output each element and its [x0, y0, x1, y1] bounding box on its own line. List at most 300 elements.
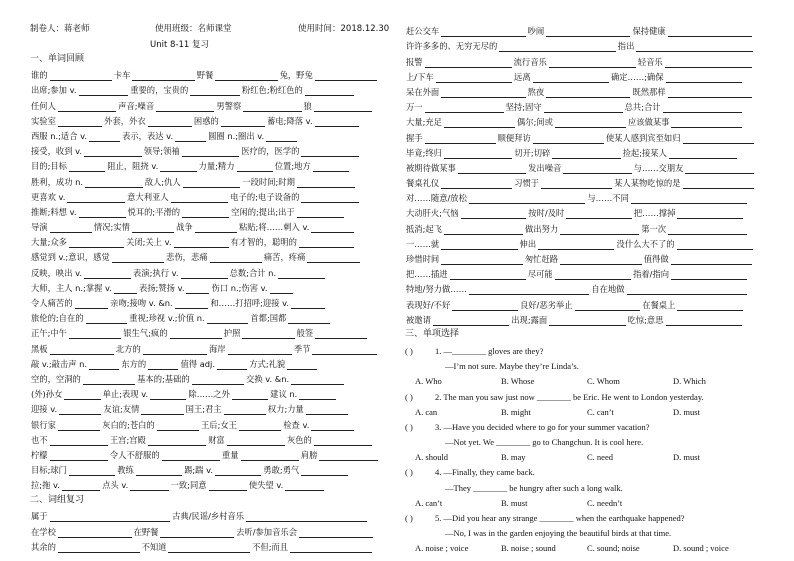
answer-blank[interactable]	[150, 389, 186, 400]
answer-blank[interactable]	[299, 527, 373, 538]
answer-blank[interactable]	[50, 344, 114, 355]
section3-title: 三、单项选择	[405, 328, 460, 339]
answer-blank[interactable]	[190, 85, 240, 96]
answer-blank[interactable]	[560, 254, 642, 265]
choice-option[interactable]: C. need	[587, 452, 613, 463]
answer-blank[interactable]	[221, 116, 265, 127]
prompt-text: 指着/指向	[633, 269, 670, 280]
answer-blank[interactable]	[671, 117, 742, 128]
choice-option[interactable]: A. noise ; voice	[415, 543, 469, 554]
fill-in-row	[30, 96, 406, 111]
answer-blank[interactable]	[58, 527, 132, 538]
choice-option[interactable]: A. can	[415, 406, 438, 417]
prompt-text: 赶公交车	[406, 26, 440, 37]
answer-blank[interactable]	[175, 131, 206, 142]
answer-blank[interactable]	[242, 328, 294, 339]
answer-blank[interactable]	[444, 117, 515, 128]
answer-blank[interactable]	[58, 101, 116, 112]
answer-blank[interactable]	[175, 298, 209, 309]
prompt-text: 表演;执行 v.	[133, 267, 179, 278]
fill-in-row	[30, 507, 406, 522]
prompt-text: 感觉到 v.;意识，感觉	[31, 252, 110, 263]
prompt-text: 声音;噪音	[118, 100, 155, 111]
answer-parens[interactable]: ( )	[405, 421, 413, 432]
answer-blank[interactable]	[50, 435, 108, 446]
prompt-text: 意大利亚人	[127, 191, 169, 202]
options-line	[405, 371, 781, 386]
answer-blank[interactable]	[549, 315, 625, 326]
answer-blank[interactable]	[677, 300, 743, 311]
prompt-text: 困惑的	[193, 115, 219, 126]
choice-option[interactable]: B. Whose	[501, 376, 535, 387]
answer-blank[interactable]	[69, 237, 124, 248]
answer-blank[interactable]	[546, 26, 630, 37]
question-line	[405, 386, 781, 401]
prompt-text: 灰白的;苍白的	[102, 419, 155, 430]
answer-blank[interactable]	[469, 193, 586, 204]
answer-blank[interactable]	[305, 85, 355, 96]
choice-option[interactable]: B. noise ; sound	[501, 543, 556, 554]
prompt-text: 粘贴;将……刺入 v.	[238, 222, 310, 233]
fill-in-row	[405, 22, 781, 37]
prompt-text: 握手	[406, 132, 423, 143]
prompt-text: 也不	[31, 434, 48, 445]
answer-blank[interactable]	[215, 70, 277, 81]
answer-blank[interactable]	[85, 177, 143, 188]
answer-blank[interactable]	[312, 344, 376, 355]
answer-blank[interactable]	[291, 374, 343, 385]
answer-blank[interactable]	[677, 239, 753, 250]
answer-blank[interactable]	[319, 450, 377, 461]
prompt-text: 目的;目标	[31, 161, 67, 172]
prompt-text: 空的，空洞的	[31, 373, 81, 384]
answer-blank[interactable]	[575, 300, 641, 311]
answer-blank[interactable]	[315, 116, 359, 127]
answer-blank[interactable]	[315, 70, 377, 81]
prompt-text: 灰色的	[286, 434, 312, 445]
question-line	[405, 417, 781, 432]
fill-in-row	[30, 81, 406, 96]
answer-blank[interactable]	[246, 511, 367, 522]
answer-blank[interactable]	[132, 70, 194, 81]
answer-blank[interactable]	[170, 328, 222, 339]
answer-blank[interactable]	[148, 116, 192, 127]
answer-blank[interactable]	[58, 116, 102, 127]
prompt-text: 和……打招呼;迎接 v.	[210, 298, 290, 308]
answer-blank[interactable]	[683, 133, 754, 144]
choice-option[interactable]: D. must	[673, 406, 700, 417]
prompt-text: 表现好/不好	[406, 299, 451, 310]
fill-in-row	[405, 37, 781, 52]
fill-in-row	[30, 294, 406, 309]
answer-blank[interactable]	[215, 465, 261, 476]
answer-parens[interactable]: ( )	[405, 513, 413, 523]
prompt-text: 黑板	[31, 343, 48, 354]
answer-blank[interactable]	[671, 269, 747, 280]
answer-blank[interactable]	[299, 389, 335, 400]
answer-blank[interactable]	[452, 300, 518, 311]
answer-blank[interactable]	[301, 192, 359, 203]
choice-option[interactable]: D. sound ; voice	[673, 543, 729, 554]
answer-blank[interactable]	[301, 146, 359, 157]
answer-blank[interactable]	[314, 435, 372, 446]
answer-blank[interactable]	[665, 57, 752, 68]
answer-blank[interactable]	[444, 148, 512, 159]
answer-blank[interactable]	[683, 178, 754, 189]
prompt-text: 推断;料想 v.	[31, 206, 77, 217]
prompt-text: 使失望 v.	[248, 480, 284, 491]
answer-blank[interactable]	[239, 420, 281, 431]
answer-blank[interactable]	[143, 344, 207, 355]
answer-blank[interactable]	[669, 148, 737, 159]
prompt-text: 毕竟;终归	[406, 147, 442, 158]
answer-blank[interactable]	[50, 222, 92, 233]
fill-in-row	[30, 248, 406, 263]
choice-option[interactable]: C. can’t	[587, 406, 614, 417]
prompt-text: 发出噪音	[528, 162, 562, 173]
answer-blank[interactable]	[314, 101, 372, 112]
answer-blank[interactable]	[210, 252, 262, 263]
prompt-text: 呆在外面	[406, 86, 440, 97]
choice-option[interactable]: B. must	[501, 497, 528, 508]
section1-title: 一、单词回顾	[30, 54, 85, 64]
right-column	[405, 22, 781, 553]
prompt-text: 表扬;赞扬 v.	[138, 282, 185, 293]
options-line	[405, 447, 781, 462]
answer-blank[interactable]	[157, 420, 199, 431]
answer-blank[interactable]	[217, 359, 247, 370]
choice-option[interactable]: D. must	[673, 452, 700, 463]
answer-blank[interactable]	[59, 404, 101, 415]
answer-blank[interactable]	[58, 542, 140, 553]
answer-blank[interactable]	[450, 269, 526, 280]
question-text: 2. The man you saw just now ________ be Eric. He went to London yesterday.	[435, 391, 704, 402]
answer-blank[interactable]	[75, 298, 109, 309]
answer-blank[interactable]	[636, 41, 753, 52]
prompt-text: 在学校	[31, 526, 56, 537]
prompt-text: 与……交朋友	[633, 162, 684, 173]
answer-blank[interactable]	[182, 146, 240, 157]
prompt-text: 顺便拜访	[497, 132, 531, 143]
answer-blank[interactable]	[555, 269, 631, 280]
prompt-text: 珍惜时间	[406, 254, 440, 264]
answer-blank[interactable]	[563, 163, 631, 174]
answer-blank[interactable]	[84, 268, 131, 279]
answer-blank[interactable]	[301, 465, 347, 476]
answer-blank[interactable]	[84, 146, 142, 157]
choice-option[interactable]: B. may	[501, 452, 526, 463]
prompt-text: 一段时间;时期	[242, 176, 295, 187]
prompt-text: 敌人;仇人	[144, 176, 181, 187]
answer-blank[interactable]	[181, 268, 228, 279]
prompt-text: 做出努力	[524, 223, 559, 234]
answer-blank[interactable]	[69, 465, 115, 476]
prompt-text: 电子的;电子设备的	[230, 191, 300, 202]
answer-blank[interactable]	[546, 87, 630, 98]
choice-option[interactable]: C. sound; noise	[587, 543, 640, 554]
prompt-text: 情况;实情	[93, 222, 130, 233]
answer-blank[interactable]	[148, 359, 178, 370]
choice-option[interactable]: A. can’t	[415, 497, 443, 508]
choice-option[interactable]: A. should	[415, 452, 449, 463]
answer-blank[interactable]	[79, 85, 129, 96]
answer-blank[interactable]	[311, 222, 353, 233]
answer-blank[interactable]	[533, 72, 609, 83]
answer-blank[interactable]	[141, 404, 183, 415]
question-line	[405, 341, 781, 356]
prompt-text: 特地/努力做……	[406, 284, 467, 295]
answer-blank[interactable]	[425, 102, 504, 113]
answer-blank[interactable]	[555, 117, 626, 128]
answer-blank[interactable]	[62, 480, 100, 491]
answer-blank[interactable]	[186, 283, 209, 294]
section2-title: 二、词组复习	[30, 495, 85, 506]
answer-parens[interactable]: ( )	[405, 391, 413, 402]
answer-blank[interactable]	[441, 239, 517, 250]
answer-blank[interactable]	[560, 224, 639, 235]
prompt-text: 战争	[176, 222, 193, 233]
answer-blank[interactable]	[50, 70, 112, 81]
prompt-text: 伤口 n.;伤害 v.	[211, 282, 268, 293]
prompt-text: 大动肝火;气恼	[406, 208, 459, 219]
prompt-text: 友谊;友情	[103, 404, 140, 415]
answer-blank[interactable]	[469, 284, 590, 295]
answer-blank[interactable]	[174, 237, 229, 248]
prompt-text: 除……之外	[188, 389, 230, 400]
prompt-text: 检查 v.	[283, 419, 310, 430]
answer-blank[interactable]	[538, 239, 614, 250]
question-text: 3. —Have you decided where to go for your summer vacation?	[435, 421, 650, 432]
prompt-text: 值得 adj.	[180, 358, 215, 369]
answer-blank[interactable]	[156, 101, 214, 112]
answer-blank[interactable]	[89, 131, 120, 142]
answer-blank[interactable]	[441, 87, 525, 98]
answer-blank[interactable]	[86, 313, 128, 324]
answer-blank[interactable]	[288, 313, 330, 324]
answer-blank[interactable]	[237, 161, 273, 172]
answer-blank[interactable]	[58, 420, 100, 431]
choice-option[interactable]: C. Whom	[587, 376, 620, 387]
prompt-text: 胜利，成功 n.	[31, 176, 84, 187]
answer-blank[interactable]	[566, 208, 632, 219]
answer-blank[interactable]	[64, 389, 100, 400]
fill-in-row	[30, 188, 406, 203]
answer-blank[interactable]	[132, 222, 174, 233]
prompt-text: 良好/恶劣举止	[519, 299, 573, 310]
fill-in-row	[30, 400, 406, 415]
answer-blank[interactable]	[69, 328, 121, 339]
answer-blank[interactable]	[441, 26, 525, 37]
fill-in-row	[30, 157, 406, 172]
answer-blank[interactable]	[668, 26, 752, 37]
answer-blank[interactable]	[162, 450, 220, 461]
prompt-text: 令人不舒服的	[109, 449, 160, 460]
answer-parens[interactable]: ( )	[405, 467, 413, 478]
answer-blank[interactable]	[631, 193, 748, 204]
answer-blank[interactable]	[552, 148, 620, 159]
fill-in-row	[30, 476, 406, 491]
question-line	[405, 508, 781, 523]
prompt-text: 匆忙赶路	[524, 254, 559, 264]
fill-in-row	[30, 324, 406, 339]
answer-blank[interactable]	[297, 177, 355, 188]
fill-in-row	[405, 144, 781, 159]
answer-blank[interactable]	[50, 511, 171, 522]
prompt-text: 把……撑掉	[633, 208, 676, 219]
answer-blank[interactable]	[666, 72, 742, 83]
prompt-text: 某人某物吃惊的是	[614, 178, 681, 189]
answer-blank[interactable]	[171, 192, 229, 203]
prompt-text: 不但;而且	[252, 541, 289, 552]
fill-in-row	[405, 204, 781, 219]
prompt-text: 大量;充足	[406, 117, 442, 128]
answer-blank[interactable]	[677, 208, 743, 219]
prompt-text: 许许多多的、无穷无尽的	[406, 41, 498, 52]
answer-blank[interactable]	[209, 480, 247, 491]
answer-blank[interactable]	[195, 222, 237, 233]
answer-blank[interactable]	[227, 435, 285, 446]
fill-in-row	[30, 279, 406, 294]
choice-option[interactable]: C. needn’t	[587, 497, 623, 508]
answer-blank[interactable]	[425, 57, 512, 68]
answer-blank[interactable]	[228, 344, 292, 355]
prompt-text: 坚持;固守	[505, 102, 542, 113]
prompt-text: 餐桌礼仪	[406, 178, 440, 189]
answer-blank[interactable]	[315, 328, 367, 339]
answer-blank[interactable]	[183, 177, 241, 188]
choice-option[interactable]: D. Which	[673, 376, 706, 387]
answer-blank[interactable]	[291, 298, 325, 309]
question-response-line: —I’m not sure. Maybe they’re Linda’s.	[445, 361, 579, 372]
answer-blank[interactable]	[441, 254, 523, 265]
fill-in-row	[405, 250, 781, 265]
prompt-text: 自在地做	[591, 284, 625, 295]
answer-blank[interactable]	[436, 72, 512, 83]
answer-blank[interactable]	[533, 133, 604, 144]
fill-in-row	[30, 66, 406, 81]
answer-blank[interactable]	[290, 542, 372, 553]
prompt-text: 护照	[223, 328, 241, 339]
prompt-text: 肩膀	[300, 449, 318, 460]
prompt-text: 与……不同	[587, 193, 629, 204]
answer-blank[interactable]	[207, 313, 249, 324]
prompt-text: 去听/参加音乐会	[236, 526, 297, 537]
prompt-text: 偶尔;间或	[516, 117, 553, 128]
answer-blank[interactable]	[685, 163, 753, 174]
answer-blank[interactable]	[270, 283, 293, 294]
fill-in-row	[405, 68, 781, 83]
answer-blank[interactable]	[433, 315, 509, 326]
question-response-line: —They ________ be hungry after such a long walk.	[445, 482, 623, 493]
answer-blank[interactable]	[89, 359, 119, 370]
prompt-text: 方式;礼貌	[249, 358, 286, 369]
answer-blank[interactable]	[241, 450, 299, 461]
answer-blank[interactable]	[299, 237, 354, 248]
answer-blank[interactable]	[79, 207, 126, 218]
prompt-text: 流行音乐	[513, 56, 547, 67]
answer-blank[interactable]	[541, 178, 612, 189]
prompt-text: 出席;参加 v.	[31, 85, 77, 96]
answer-blank[interactable]	[130, 480, 168, 491]
prompt-text: 应该做某事	[627, 117, 670, 128]
prompt-text: 伸出	[519, 238, 537, 249]
answer-blank[interactable]	[499, 41, 616, 52]
answer-blank[interactable]	[67, 192, 125, 203]
prompt-text: 古典/民谣/乡村音乐	[172, 511, 245, 522]
answer-blank[interactable]	[83, 374, 135, 385]
answer-blank[interactable]	[168, 542, 250, 553]
answer-blank[interactable]	[266, 131, 297, 142]
prompt-text: 有才智的，聪明的	[230, 237, 297, 248]
answer-blank[interactable]	[313, 161, 349, 172]
answer-blank[interactable]	[311, 420, 353, 431]
prompt-text: 东方的	[121, 358, 147, 369]
answer-blank[interactable]	[668, 224, 747, 235]
answer-parens[interactable]: ( )	[405, 345, 413, 356]
answer-blank[interactable]	[671, 254, 753, 265]
vocab-review-list	[30, 66, 406, 491]
prompt-text: 令人痛苦的	[31, 298, 73, 308]
prompt-text: 被期待做某事	[406, 162, 456, 173]
answer-blank[interactable]	[278, 268, 325, 279]
answer-blank[interactable]	[243, 101, 301, 112]
prompt-text: 出现;露面	[511, 314, 548, 325]
fill-in-row	[30, 370, 406, 385]
answer-blank[interactable]	[50, 450, 108, 461]
answer-blank[interactable]	[136, 465, 182, 476]
answer-blank[interactable]	[287, 359, 317, 370]
phrase-review-list-left	[30, 507, 406, 553]
answer-blank[interactable]	[182, 207, 229, 218]
answer-blank[interactable]	[112, 252, 164, 263]
answer-blank[interactable]	[425, 133, 496, 144]
answer-blank[interactable]	[544, 102, 623, 113]
answer-blank[interactable]	[549, 57, 636, 68]
answer-blank[interactable]	[232, 389, 268, 400]
choice-option[interactable]: A. Who	[415, 376, 442, 387]
answer-blank[interactable]	[627, 284, 748, 295]
answer-blank[interactable]	[444, 224, 523, 235]
answer-blank[interactable]	[148, 435, 206, 446]
answer-blank[interactable]	[160, 527, 234, 538]
prompt-text: 悦耳的;平滑的	[127, 206, 181, 217]
prompt-text: 报警	[406, 56, 423, 67]
answer-blank[interactable]	[69, 161, 105, 172]
fill-in-row	[405, 83, 781, 98]
answer-blank[interactable]	[297, 207, 344, 218]
answer-blank[interactable]	[461, 208, 527, 219]
prompt-text: 亲吻;接吻 v. &n.	[110, 298, 173, 308]
answer-blank[interactable]	[224, 404, 266, 415]
answer-blank[interactable]	[306, 404, 348, 415]
answer-blank[interactable]	[160, 161, 196, 172]
prompt-text: 首都;国都	[250, 313, 287, 324]
fill-in-row	[30, 127, 406, 142]
answer-blank[interactable]	[666, 315, 742, 326]
prompt-text: 柠檬	[31, 449, 48, 460]
answer-blank[interactable]	[114, 283, 137, 294]
answer-blank[interactable]	[192, 374, 244, 385]
phrase-review-list-right	[405, 22, 781, 326]
answer-blank[interactable]	[458, 163, 526, 174]
answer-blank[interactable]	[285, 480, 323, 491]
answer-blank[interactable]	[441, 178, 512, 189]
answer-blank[interactable]	[663, 102, 742, 113]
choice-option[interactable]: B. might	[501, 406, 531, 417]
prompt-text: 目标;球门	[31, 465, 67, 476]
answer-blank[interactable]	[307, 252, 359, 263]
answer-blank[interactable]	[668, 87, 752, 98]
